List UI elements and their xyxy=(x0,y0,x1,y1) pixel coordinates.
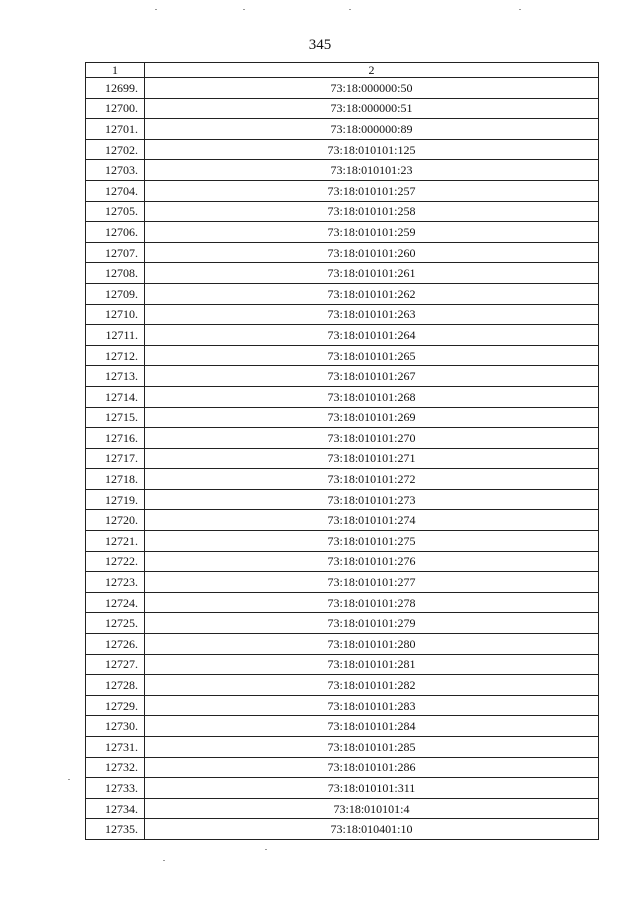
column-header-index: 1 xyxy=(86,63,145,78)
row-index-cell: 12733. xyxy=(86,778,145,799)
cadastral-number-cell: 73:18:010101:278 xyxy=(145,592,599,613)
scan-speck xyxy=(243,9,245,10)
cadastral-number-cell: 73:18:010101:311 xyxy=(145,778,599,799)
cadastral-number-cell: 73:18:010101:267 xyxy=(145,366,599,387)
row-index-cell: 12702. xyxy=(86,139,145,160)
table-row xyxy=(86,469,599,490)
cadastral-number-cell: 73:18:010101:274 xyxy=(145,510,599,531)
cadastral-number-cell: 73:18:010101:125 xyxy=(145,139,599,160)
cadastral-number-cell: 73:18:010101:258 xyxy=(145,201,599,222)
column-header-cadastral-number: 2 xyxy=(145,63,599,78)
table-row xyxy=(86,675,599,696)
table-row xyxy=(86,263,599,284)
table-row xyxy=(86,222,599,243)
table-row xyxy=(86,695,599,716)
row-index-cell: 12710. xyxy=(86,304,145,325)
table-row xyxy=(86,78,599,99)
row-index-cell: 12715. xyxy=(86,407,145,428)
cadastral-number-cell: 73:18:010101:275 xyxy=(145,531,599,552)
table-row xyxy=(86,819,599,840)
row-index-cell: 12720. xyxy=(86,510,145,531)
row-index-cell: 12703. xyxy=(86,160,145,181)
row-index-cell: 12724. xyxy=(86,592,145,613)
row-index-cell: 12713. xyxy=(86,366,145,387)
row-index-cell: 12734. xyxy=(86,798,145,819)
cadastral-number-cell: 73:18:010101:281 xyxy=(145,654,599,675)
table-row xyxy=(86,613,599,634)
cadastral-number-cell: 73:18:010101:272 xyxy=(145,469,599,490)
table-row xyxy=(86,201,599,222)
table-row xyxy=(86,98,599,119)
cadastral-number-cell: 73:18:000000:50 xyxy=(145,78,599,99)
row-index-cell: 12729. xyxy=(86,695,145,716)
cadastral-number-cell: 73:18:000000:51 xyxy=(145,98,599,119)
row-index-cell: 12723. xyxy=(86,572,145,593)
table-row xyxy=(86,448,599,469)
row-index-cell: 12711. xyxy=(86,325,145,346)
row-index-cell: 12705. xyxy=(86,201,145,222)
table-row xyxy=(86,654,599,675)
table-row xyxy=(86,489,599,510)
row-index-cell: 12716. xyxy=(86,428,145,449)
table-row xyxy=(86,139,599,160)
cadastral-number-cell: 73:18:010101:269 xyxy=(145,407,599,428)
cadastral-number-cell: 73:18:010101:262 xyxy=(145,283,599,304)
table-row xyxy=(86,592,599,613)
row-index-cell: 12701. xyxy=(86,119,145,140)
table-body xyxy=(86,78,599,840)
cadastral-number-cell: 73:18:010101:282 xyxy=(145,675,599,696)
table-row xyxy=(86,798,599,819)
row-index-cell: 12712. xyxy=(86,345,145,366)
cadastral-number-cell: 73:18:010101:279 xyxy=(145,613,599,634)
table-row xyxy=(86,510,599,531)
row-index-cell: 12722. xyxy=(86,551,145,572)
cadastral-number-cell: 73:18:010101:286 xyxy=(145,757,599,778)
row-index-cell: 12699. xyxy=(86,78,145,99)
row-index-cell: 12726. xyxy=(86,634,145,655)
row-index-cell: 12706. xyxy=(86,222,145,243)
table-row xyxy=(86,119,599,140)
cadastral-number-cell: 73:18:010101:283 xyxy=(145,695,599,716)
cadastral-number-cell: 73:18:010101:277 xyxy=(145,572,599,593)
cadastral-number-cell: 73:18:010101:265 xyxy=(145,345,599,366)
row-index-cell: 12732. xyxy=(86,757,145,778)
cadastral-number-cell: 73:18:010401:10 xyxy=(145,819,599,840)
table-row xyxy=(86,283,599,304)
scan-speck xyxy=(155,9,157,10)
scan-speck xyxy=(519,9,521,10)
cadastral-number-cell: 73:18:010101:276 xyxy=(145,551,599,572)
cadastral-number-cell: 73:18:000000:89 xyxy=(145,119,599,140)
cadastral-number-cell: 73:18:010101:257 xyxy=(145,180,599,201)
row-index-cell: 12727. xyxy=(86,654,145,675)
cadastral-number-table xyxy=(85,62,599,840)
row-index-cell: 12709. xyxy=(86,283,145,304)
row-index-cell: 12730. xyxy=(86,716,145,737)
cadastral-number-cell: 73:18:010101:260 xyxy=(145,242,599,263)
header-row xyxy=(86,63,599,78)
scan-speck xyxy=(349,9,351,10)
cadastral-number-cell: 73:18:010101:263 xyxy=(145,304,599,325)
row-index-cell: 12714. xyxy=(86,386,145,407)
table-row xyxy=(86,180,599,201)
page-number: 345 xyxy=(308,37,332,53)
row-index-cell: 12707. xyxy=(86,242,145,263)
table-row xyxy=(86,345,599,366)
row-index-cell: 12731. xyxy=(86,737,145,758)
cadastral-number-cell: 73:18:010101:264 xyxy=(145,325,599,346)
table-row xyxy=(86,757,599,778)
scan-speck xyxy=(68,779,70,780)
table-row xyxy=(86,778,599,799)
table-row xyxy=(86,551,599,572)
cadastral-number-cell: 73:18:010101:268 xyxy=(145,386,599,407)
cadastral-number-cell: 73:18:010101:273 xyxy=(145,489,599,510)
table-row xyxy=(86,386,599,407)
scan-speck xyxy=(163,860,165,861)
cadastral-number-cell: 73:18:010101:261 xyxy=(145,263,599,284)
row-index-cell: 12708. xyxy=(86,263,145,284)
row-index-cell: 12725. xyxy=(86,613,145,634)
row-index-cell: 12700. xyxy=(86,98,145,119)
scan-speck xyxy=(265,849,267,850)
row-index-cell: 12704. xyxy=(86,180,145,201)
cadastral-number-cell: 73:18:010101:4 xyxy=(145,798,599,819)
cadastral-number-cell: 73:18:010101:270 xyxy=(145,428,599,449)
table-row xyxy=(86,572,599,593)
table-row xyxy=(86,531,599,552)
cadastral-number-cell: 73:18:010101:280 xyxy=(145,634,599,655)
row-index-cell: 12717. xyxy=(86,448,145,469)
cadastral-number-cell: 73:18:010101:23 xyxy=(145,160,599,181)
row-index-cell: 12735. xyxy=(86,819,145,840)
table-row xyxy=(86,366,599,387)
table-row xyxy=(86,242,599,263)
table-row xyxy=(86,634,599,655)
cadastral-number-cell: 73:18:010101:271 xyxy=(145,448,599,469)
table-row xyxy=(86,737,599,758)
row-index-cell: 12728. xyxy=(86,675,145,696)
table-row xyxy=(86,428,599,449)
table-row xyxy=(86,160,599,181)
row-index-cell: 12718. xyxy=(86,469,145,490)
table-row xyxy=(86,407,599,428)
row-index-cell: 12721. xyxy=(86,531,145,552)
row-index-cell: 12719. xyxy=(86,489,145,510)
table-row xyxy=(86,304,599,325)
cadastral-number-cell: 73:18:010101:284 xyxy=(145,716,599,737)
table-header xyxy=(86,63,599,78)
cadastral-number-cell: 73:18:010101:285 xyxy=(145,737,599,758)
table-row xyxy=(86,325,599,346)
cadastral-number-cell: 73:18:010101:259 xyxy=(145,222,599,243)
table-row xyxy=(86,716,599,737)
